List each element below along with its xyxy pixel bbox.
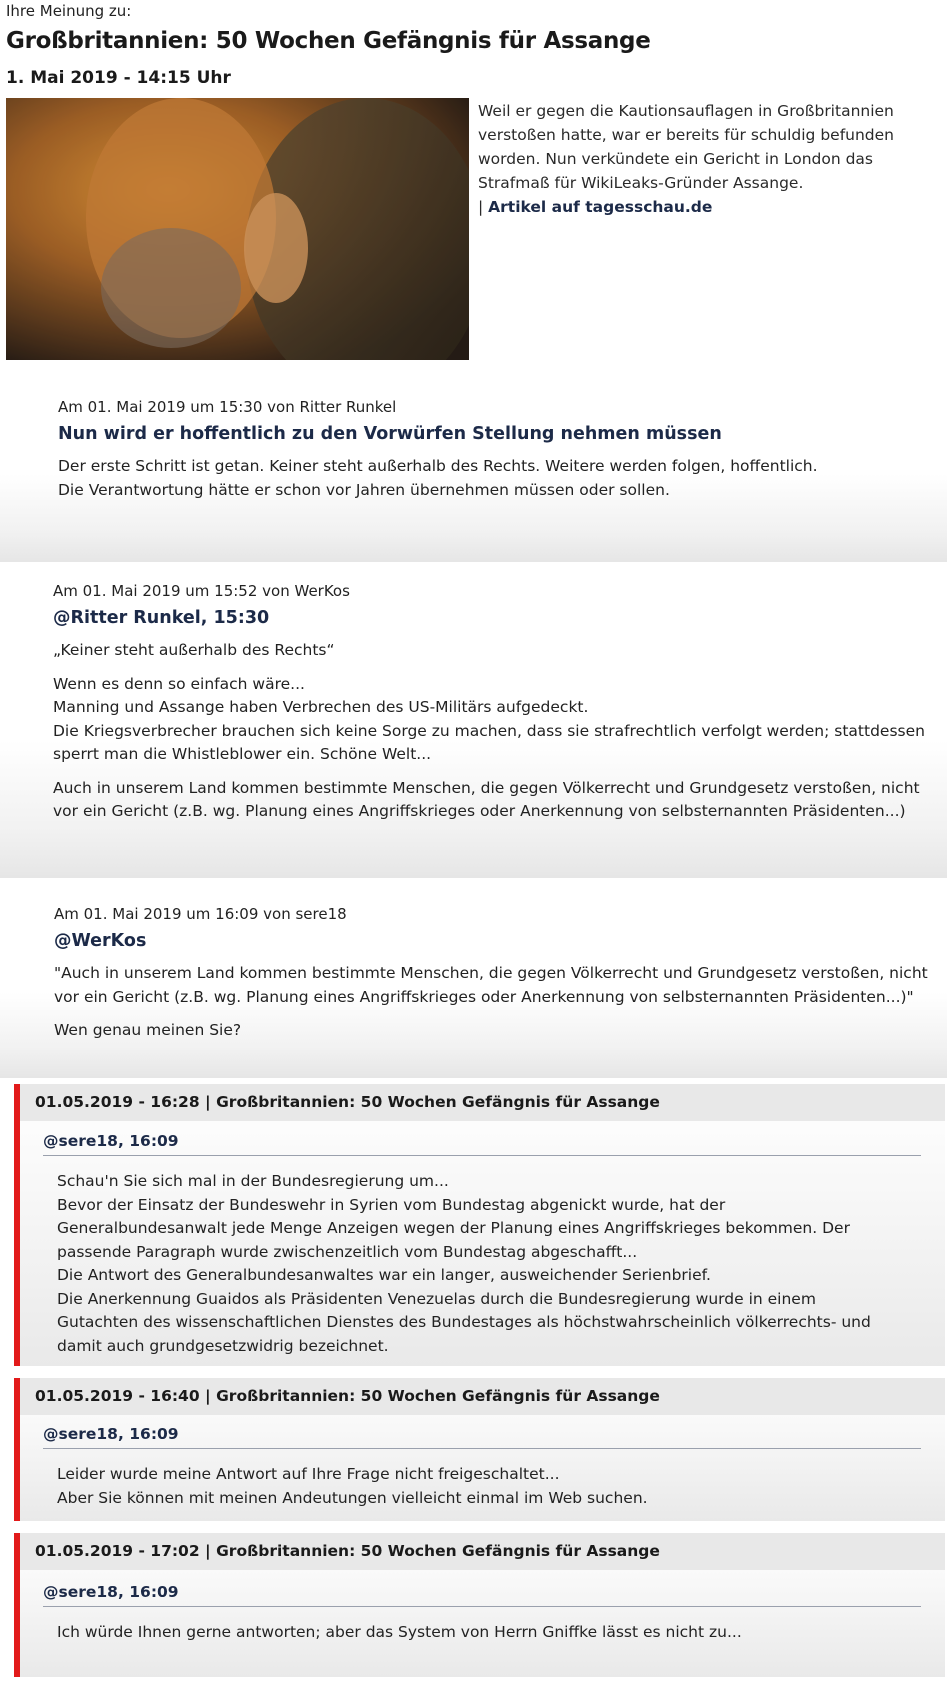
comment-line: Wenn es denn so einfach wäre... [53, 674, 305, 693]
reply-body [57, 1621, 897, 1645]
comment-line: Der erste Schritt ist getan. Keiner steht außerhalb des Rechts. Weitere werden folgen, hoffentlich. [58, 457, 818, 475]
comment-body [54, 962, 929, 1053]
comment-paragraph: „Keiner steht außerhalb des Rechts“ [53, 641, 335, 659]
comment-paragraph: Die Kriegsverbrecher brauchen sich keine Sorge zu machen, dass sie strafrechtlich verfolgt werden; stattdessen sperrt man die Whistleblower ein. Schöne Welt... [53, 721, 925, 763]
comment-block [0, 572, 947, 878]
reply-header: 01.05.2019 - 16:28 | Großbritannien: 50 Wochen Gefängnis für Assange [20, 1084, 945, 1121]
comment-paragraph: "Auch in unserem Land kommen bestimmte Menschen, die gegen Völkerrecht und Grundgesetz verstoßen, nicht vor ein Gericht (z.B. wg. Planung eines Angriffskrieges oder Anerkennung von selbsternannten Präsidenten...)" [54, 964, 928, 1006]
link-separator: | [478, 198, 489, 216]
reply-line: Leider wurde meine Antwort auf Ihre Frage nicht freigeschaltet... [57, 1465, 560, 1483]
comment-headline[interactable]: Nun wird er hoffentlich zu den Vorwürfen Stellung nehmen müssen [58, 424, 722, 444]
reply-line: Aber Sie können mit meinen Andeutungen vielleicht einmal im Web suchen. [57, 1488, 648, 1507]
article-image [6, 98, 469, 360]
comment-block [0, 888, 947, 1078]
reply-body [57, 1170, 897, 1358]
reply-line: Bevor der Einsatz der Bundeswehr in Syrien vom Bundestag abgenickt wurde, hat der Generalbundesanwalt jede Menge Anzeigen wegen der Planung eines Angriffskrieges bekommen. Der passende Paragraph wurde zwischenzeitlich vom Bundestag abgeschafft... [57, 1195, 850, 1261]
page-title: Großbritannien: 50 Wochen Gefängnis für Assange [6, 28, 651, 54]
article-date: 1. Mai 2019 - 14:15 Uhr [6, 68, 231, 88]
reply-block [14, 1378, 945, 1521]
comment-headline[interactable]: @WerKos [54, 931, 147, 951]
reply-block [14, 1084, 945, 1366]
comment-headline[interactable]: @Ritter Runkel, 15:30 [53, 608, 270, 628]
reply-line: Schau'n Sie sich mal in der Bundesregierung um... [57, 1172, 449, 1190]
comment-block [0, 366, 947, 562]
reply-subhead: @sere18, 16:09 [43, 1425, 921, 1449]
comment-meta: Am 01. Mai 2019 um 15:30 von Ritter Runkel [58, 398, 397, 416]
article-prefix: Ihre Meinung zu: [6, 2, 132, 20]
reply-header: 01.05.2019 - 16:40 | Großbritannien: 50 Wochen Gefängnis für Assange [20, 1378, 945, 1415]
reply-line: Die Antwort des Generalbundesanwaltes war ein langer, ausweichender Serienbrief. [57, 1266, 711, 1284]
comment-meta: Am 01. Mai 2019 um 15:52 von WerKos [53, 582, 350, 600]
article-teaser [478, 99, 908, 219]
reply-subhead: @sere18, 16:09 [43, 1583, 921, 1607]
comment-line: Manning und Assange haben Verbrechen des US-Militärs aufgedeckt. [53, 698, 589, 716]
teaser-text: Weil er gegen die Kautionsauflagen in Großbritannien verstoßen hatte, war er bereits für schuldig befunden worden. Nun verkündete ein Gericht in London das Strafmaß für WikiLeaks-Gründer Assange. [478, 102, 894, 192]
comment-paragraph: Wen genau meinen Sie? [54, 1021, 242, 1039]
reply-line: Die Anerkennung Guaidos als Präsidenten Venezuelas durch die Bundesregierung wurde in einem Gutachten des wissenschaftlichen Dienstes des Bundestages als höchstwahrscheinlich völkerrechts- und damit auch grundgesetzwidrig bezeichnet. [57, 1289, 871, 1355]
reply-subhead: @sere18, 16:09 [43, 1132, 921, 1156]
article-link[interactable]: Artikel auf tagesschau.de [488, 198, 713, 216]
comment-paragraph: Auch in unserem Land kommen bestimmte Menschen, die gegen Völkerrecht und Grundgesetz verstoßen, nicht vor ein Gericht (z.B. wg. Planung eines Angriffskrieges oder Anerkennung von selbsternannten Präsidenten...) [53, 778, 920, 820]
reply-line: Ich würde Ihnen gerne antworten; aber das System von Herrn Gniffke lässt es nicht zu... [57, 1623, 742, 1641]
reply-block [14, 1533, 945, 1677]
comment-meta: Am 01. Mai 2019 um 16:09 von sere18 [54, 905, 347, 923]
reply-body [57, 1463, 897, 1510]
comment-line: Die Verantwortung hätte er schon vor Jahren übernehmen müssen oder sollen. [58, 480, 670, 499]
reply-header: 01.05.2019 - 17:02 | Großbritannien: 50 Wochen Gefängnis für Assange [20, 1533, 945, 1570]
comment-body [58, 455, 933, 502]
comment-body [53, 639, 928, 834]
